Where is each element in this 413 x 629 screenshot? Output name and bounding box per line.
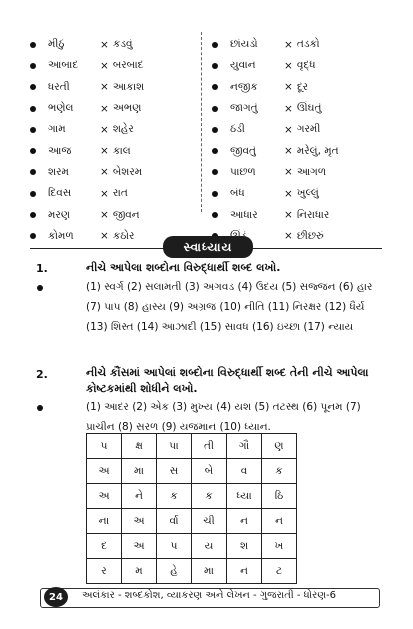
word: પાછળ xyxy=(230,165,256,178)
grid-cell: ન xyxy=(227,509,262,534)
antonym-word: અભણ xyxy=(112,102,142,115)
grid-row xyxy=(87,509,297,534)
antonym-pair xyxy=(30,140,200,161)
cross-icon: × xyxy=(100,59,109,72)
antonym-pair xyxy=(30,119,200,140)
word: આજ xyxy=(48,144,72,157)
grid-cell: બે xyxy=(192,459,227,484)
word: મરણ xyxy=(48,208,70,221)
grid-cell: મ xyxy=(122,559,157,584)
grid-row xyxy=(87,559,297,584)
word: ગામ xyxy=(48,123,66,136)
antonym-pair xyxy=(30,55,200,76)
word: ભણેલ xyxy=(48,102,74,115)
antonym-pair xyxy=(30,162,200,183)
grid-cell: ક xyxy=(192,484,227,509)
antonym-pair xyxy=(30,204,200,225)
antonym-word: ખુલ્લું xyxy=(296,187,319,200)
antonym-pair xyxy=(30,98,200,119)
grid-cell: પા xyxy=(157,434,192,459)
grid-cell: ધ્યા xyxy=(227,484,262,509)
question-2-title: નીચે કૌંસમાં આપેલાં શબ્દોના વિરુદ્ધાર્થી શબ્દ તેની નીચે આપેલા કોષ્ટકમાંથી શોધીને લખો. xyxy=(86,366,369,395)
antonym-word: બરબાદ xyxy=(112,59,144,72)
grid-row xyxy=(87,434,297,459)
antonym-word: ગરમી xyxy=(296,123,321,136)
grid-cell: તી xyxy=(192,434,227,459)
antonym-word: દૂર xyxy=(296,80,309,93)
grid-cell: અ xyxy=(87,484,122,509)
cross-icon: × xyxy=(284,166,293,179)
antonym-word: આકાશ xyxy=(112,80,145,93)
antonym-word: કઠોર xyxy=(112,229,135,242)
cross-icon: × xyxy=(100,230,109,243)
cross-icon: × xyxy=(100,209,109,222)
cross-icon: × xyxy=(100,187,109,200)
grid-cell: ર્વા xyxy=(157,509,192,534)
bullet-icon xyxy=(212,84,218,90)
grid-cell: ઠિ xyxy=(262,484,297,509)
antonym-word: શહેર xyxy=(112,123,134,136)
antonym-word: કડવું xyxy=(112,38,133,51)
cross-icon: × xyxy=(100,166,109,179)
antonym-pair xyxy=(212,162,392,183)
word: ઠંડી xyxy=(230,123,245,136)
antonym-word: જીવન xyxy=(112,208,140,221)
grid-cell: સ xyxy=(157,459,192,484)
word: છાંયડો xyxy=(230,38,258,51)
antonym-word: નિરાધાર xyxy=(296,208,330,221)
antonym-word: તડકો xyxy=(296,38,320,51)
grid-cell: અ xyxy=(122,534,157,559)
bullet-icon xyxy=(30,148,36,154)
cross-icon: × xyxy=(284,187,293,200)
antonym-word: વૃદ્ધ xyxy=(296,59,316,72)
antonym-list-right xyxy=(212,34,392,247)
bullet-icon xyxy=(30,127,36,133)
antonym-pair xyxy=(212,34,392,55)
cross-icon: × xyxy=(284,59,293,72)
section-title: સ્વાધ્યાય xyxy=(163,236,253,258)
grid-cell: ખ xyxy=(262,534,297,559)
cross-icon: × xyxy=(100,38,109,51)
page-number: 24 xyxy=(44,587,68,607)
cross-icon: × xyxy=(284,230,293,243)
grid-cell: શ xyxy=(227,534,262,559)
word: જીવતું xyxy=(230,144,256,157)
antonym-word: છીછરું xyxy=(296,229,324,242)
word: મીઠું xyxy=(48,38,65,51)
grid-cell: મા xyxy=(122,459,157,484)
bullet-icon xyxy=(212,63,218,69)
bullet-icon xyxy=(30,233,36,239)
grid-cell: પ xyxy=(87,434,122,459)
antonym-word: બેશરમ xyxy=(112,165,143,178)
antonym-pair xyxy=(212,77,392,98)
grid-cell: ચી xyxy=(192,509,227,534)
bullet-icon xyxy=(30,191,36,197)
antonym-pair xyxy=(212,119,392,140)
word: જાગતું xyxy=(230,102,258,115)
bullet-icon xyxy=(212,106,218,112)
antonym-list-left xyxy=(30,34,200,247)
grid-cell: ન xyxy=(262,509,297,534)
antonym-pair xyxy=(212,98,392,119)
cross-icon: × xyxy=(284,81,293,94)
antonym-word: રાત xyxy=(112,187,128,200)
bullet-icon xyxy=(212,191,218,197)
grid-cell: ના xyxy=(87,509,122,534)
grid-cell: ને xyxy=(122,484,157,509)
grid-cell: ણ xyxy=(262,434,297,459)
grid-cell: ગૌ xyxy=(227,434,262,459)
word: દિવસ xyxy=(48,187,72,200)
antonym-word: કાલ xyxy=(112,144,131,157)
word: શરમ xyxy=(48,165,69,178)
antonym-pair xyxy=(212,55,392,76)
grid-row xyxy=(87,484,297,509)
word: બંધ xyxy=(230,187,245,200)
cross-icon: × xyxy=(284,123,293,136)
antonym-word: આગળ xyxy=(296,165,327,178)
bullet-icon xyxy=(30,84,36,90)
grid-cell: ટ xyxy=(262,559,297,584)
cross-icon: × xyxy=(100,102,109,115)
cross-icon: × xyxy=(100,145,109,158)
bullet-icon xyxy=(30,169,36,175)
antonym-pair xyxy=(30,34,200,55)
grid-row xyxy=(87,459,297,484)
word: નજીક xyxy=(230,80,258,93)
antonym-pair xyxy=(30,183,200,204)
question-1-body: (1) સ્વર્ગ (2) સલામતી (3) અગવડ (4) ઉદય (5) સજ્જન (6) હાર (7) પાપ (8) હાસ્ય (9) અગ્રજ (10) નીતિ (11) નિરક્ષર (12) ધૈર્ય (13) શિસ્ત (14) આઝાદી (15) સાવધ (16) ઇચ્છા (17) ન્યાય xyxy=(86,281,373,333)
cross-icon: × xyxy=(284,102,293,115)
bullet-icon xyxy=(212,42,218,48)
word: આધાર xyxy=(230,208,258,221)
word: આબાદ xyxy=(48,59,79,72)
cross-icon: × xyxy=(100,81,109,94)
grid-cell: ય xyxy=(192,534,227,559)
antonym-pair xyxy=(212,183,392,204)
cross-icon: × xyxy=(284,38,293,51)
question-1-number: 1. xyxy=(36,262,48,275)
bullet-icon xyxy=(212,148,218,154)
grid-cell: અ xyxy=(122,509,157,534)
column-divider xyxy=(201,32,203,212)
grid-cell: અ xyxy=(87,459,122,484)
grid-cell: ક્ષ xyxy=(122,434,157,459)
bullet-icon xyxy=(30,106,36,112)
word-search-grid xyxy=(86,433,297,584)
grid-cell: મા xyxy=(192,559,227,584)
antonym-pair xyxy=(212,204,392,225)
antonym-pair xyxy=(30,77,200,98)
question-2-body: (1) આદર (2) એક (3) મુખ્ય (4) યશ (5) તટસ્થ (6) પૂનમ (7) પ્રાચીન (8) સરળ (9) યજમાન (10) ધ્યાન. xyxy=(86,401,361,433)
antonym-word: ઊંઘતું xyxy=(296,102,322,115)
grid-cell: વ xyxy=(227,459,262,484)
grid-cell: ર xyxy=(87,559,122,584)
bullet-icon xyxy=(212,127,218,133)
question-1-bullet xyxy=(37,285,43,291)
word: યુવાન xyxy=(230,59,256,72)
footer-text: અલંકાર - શબ્દકોશ, વ્યાકરણ અને લેખન - ગુજરાતી - ધોરણ-6 xyxy=(82,590,337,601)
bullet-icon xyxy=(212,212,218,218)
grid-cell: ન xyxy=(227,559,262,584)
grid-cell: હે xyxy=(157,559,192,584)
grid-cell: પ xyxy=(157,534,192,559)
question-1-title: નીચે આપેલા શબ્દોના વિરુદ્ધાર્થી શબ્દ લખો. xyxy=(86,261,281,274)
grid-cell: ક xyxy=(157,484,192,509)
bullet-icon xyxy=(30,63,36,69)
word: ધરતી xyxy=(48,80,70,93)
bullet-icon xyxy=(30,42,36,48)
cross-icon: × xyxy=(284,145,293,158)
grid-cell: દ xyxy=(87,534,122,559)
antonym-word: મરેલું, મૃત xyxy=(296,144,339,157)
bullet-icon xyxy=(30,212,36,218)
antonym-pair xyxy=(212,140,392,161)
question-2-bullet xyxy=(37,405,43,411)
grid-row xyxy=(87,534,297,559)
word: કોમળ xyxy=(48,229,74,242)
cross-icon: × xyxy=(100,123,109,136)
bullet-icon xyxy=(212,169,218,175)
grid-cell: ક xyxy=(262,459,297,484)
cross-icon: × xyxy=(284,209,293,222)
question-2-number: 2. xyxy=(36,368,48,381)
